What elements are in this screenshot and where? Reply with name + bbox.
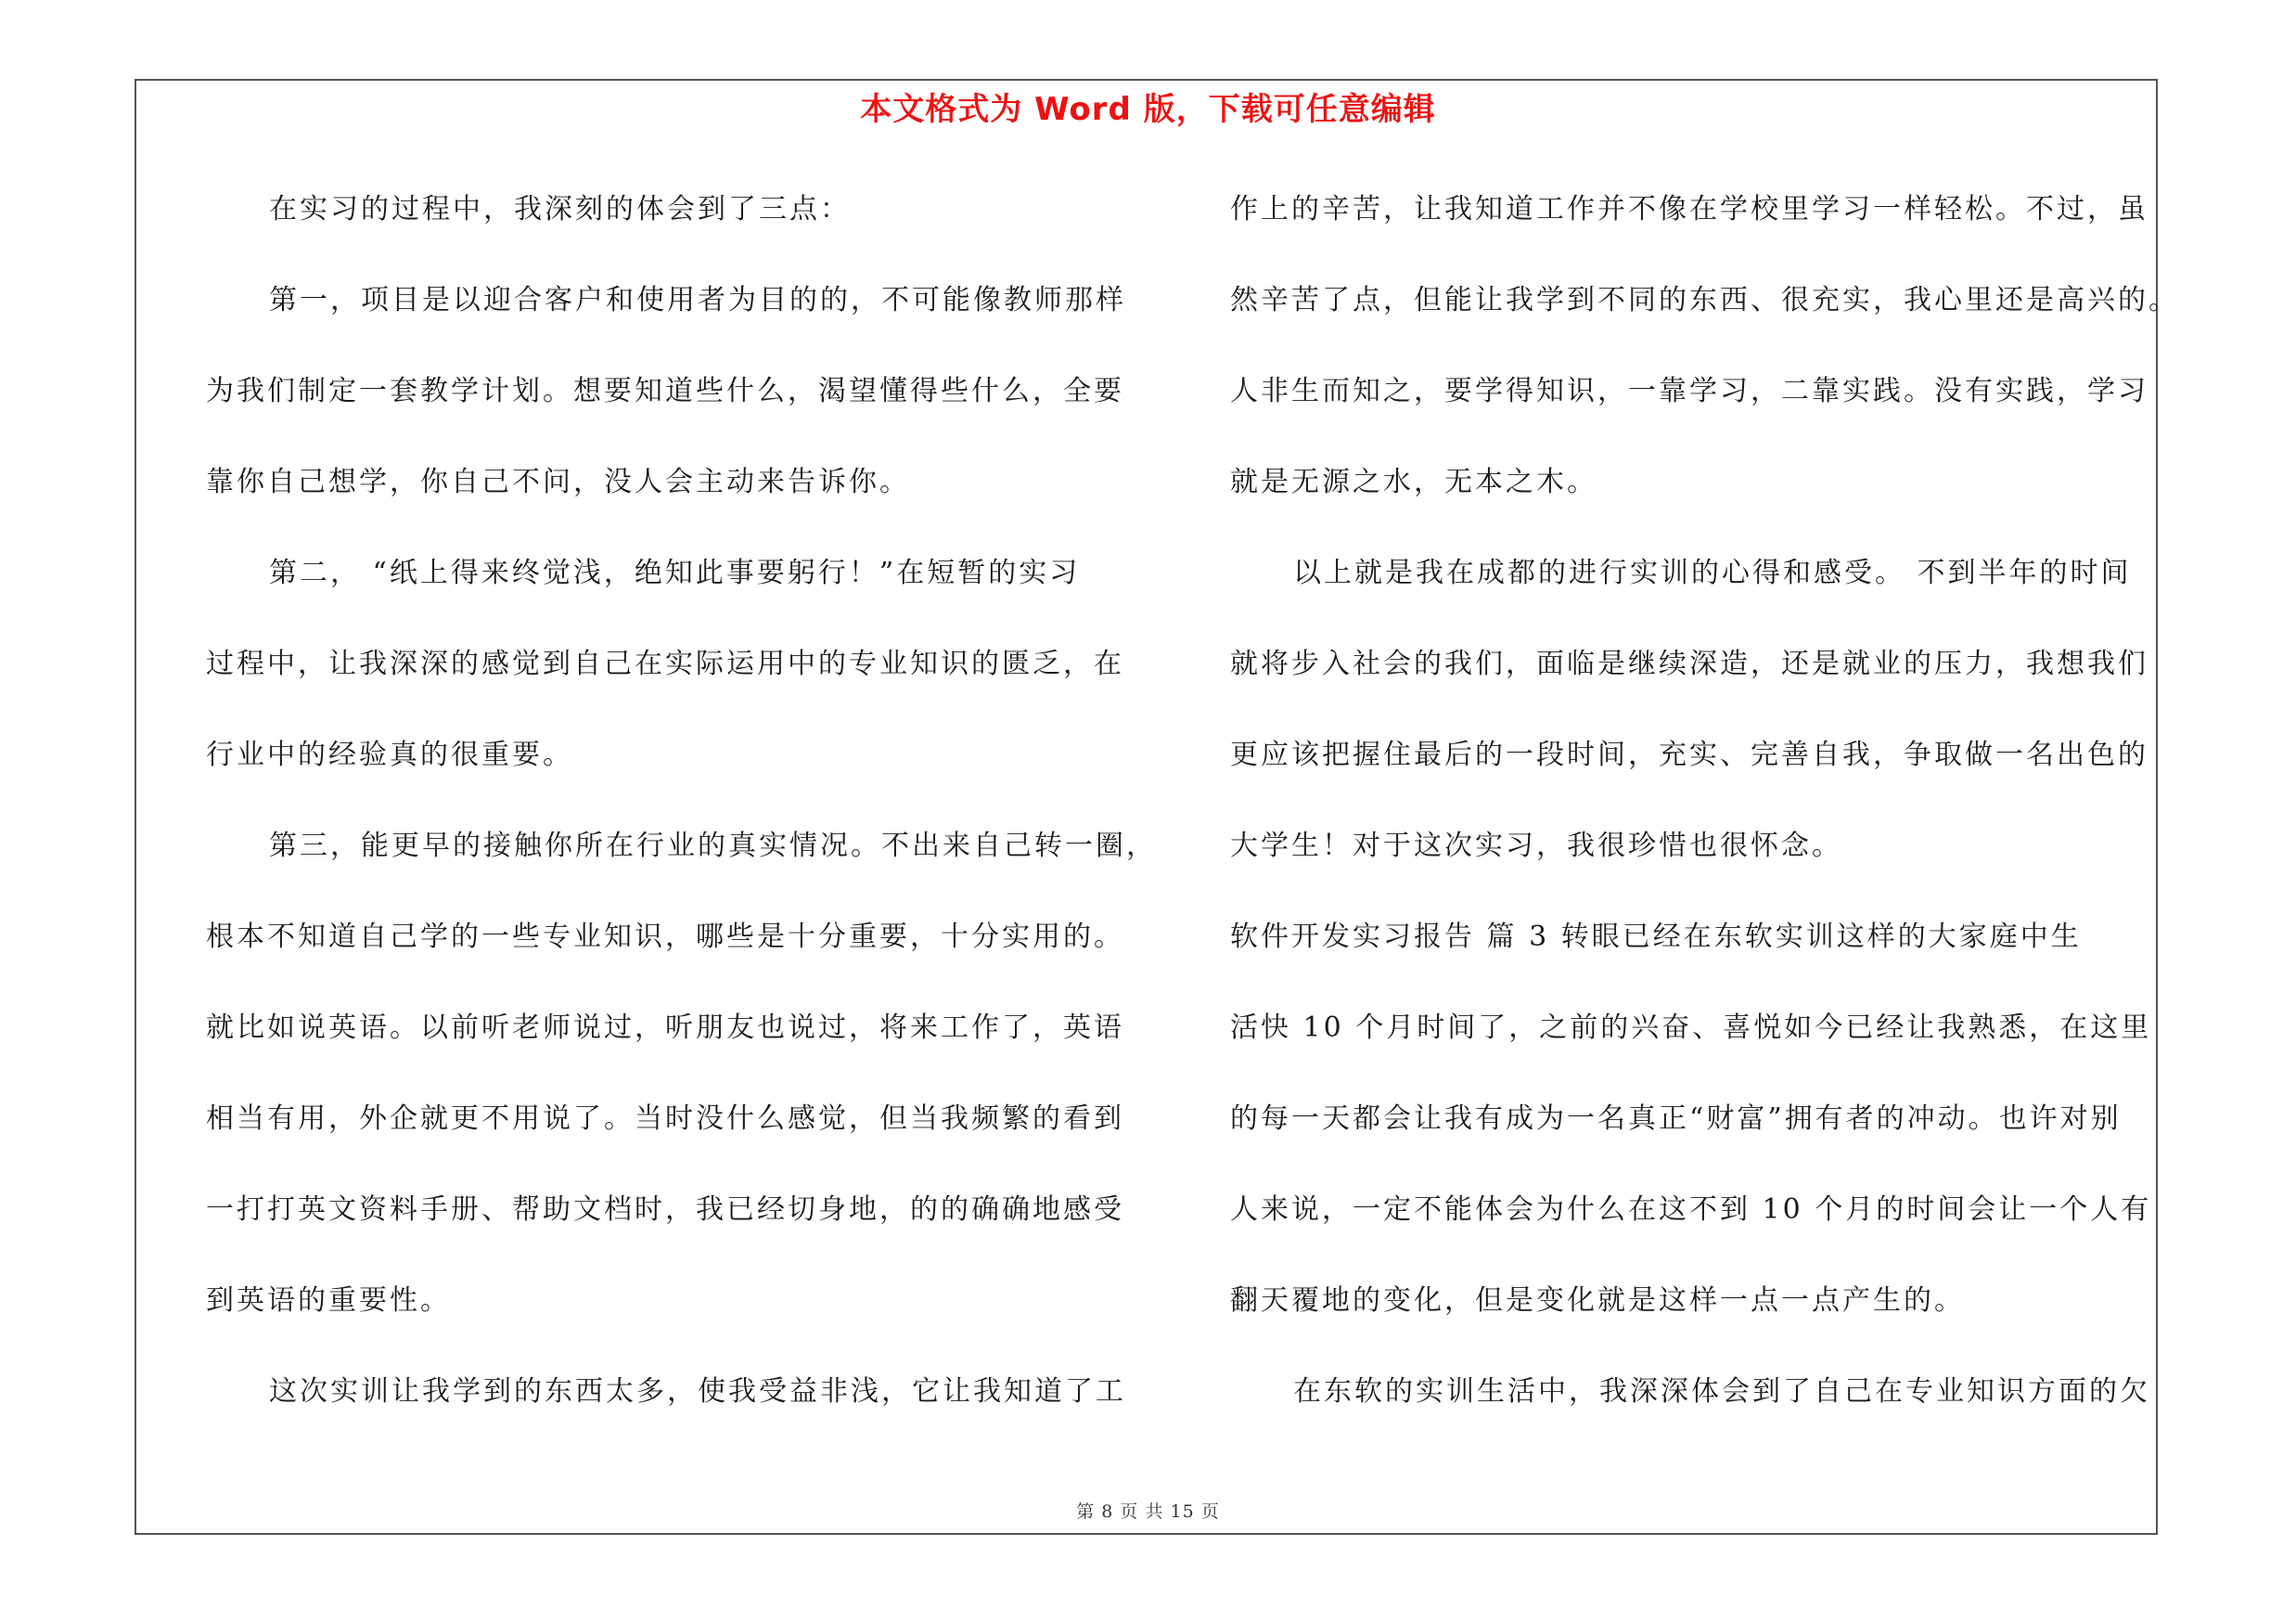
paragraph-line: 根本不知道自己学的一些专业知识，哪些是十分重要，十分实用的。 <box>206 921 1124 953</box>
paragraph-line: 这次实训让我学到的东西太多，使我受益非浅，它让我知道了工 <box>269 1375 1126 1408</box>
right-column <box>1230 186 2179 1459</box>
paragraph-line: 在实习的过程中，我深刻的体会到了三点： <box>269 193 851 225</box>
paragraph-line: 靠你自己想学，你自己不问，没人会主动来告诉你。 <box>206 466 910 498</box>
paragraph-line: 作上的辛苦，让我知道工作并不像在学校里学习一样轻松。不过，虽 <box>1230 193 2148 225</box>
paragraph-line: 第二， “纸上得来终觉浅，绝知此事要躬行！”在短暂的实习 <box>269 557 1081 589</box>
paragraph-line: 然辛苦了点，但能让我学到不同的东西、很充实，我心里还是高兴的。 <box>1230 284 2179 316</box>
paragraph-line: 行业中的经验真的很重要。 <box>206 739 573 771</box>
paragraph-line: 就比如说英语。以前听老师说过，听朋友也说过，将来工作了，英语 <box>206 1011 1124 1044</box>
paragraph-line: 第一，项目是以迎合客户和使用者为目的的，不可能像教师那样 <box>269 284 1126 316</box>
left-column <box>206 186 1157 1459</box>
paragraph-line: 就将步入社会的我们，面临是继续深造，还是就业的压力，我想我们 <box>1230 648 2148 680</box>
paragraph-line: 过程中，让我深深的感觉到自己在实际运用中的专业知识的匮乏，在 <box>206 648 1124 680</box>
header-notice: 本文格式为 Word 版，下载可任意编辑 <box>860 91 1436 128</box>
page-number-footer: 第 8 页 共 15 页 <box>1076 1501 1220 1522</box>
paragraph-line: 到英语的重要性。 <box>206 1284 451 1317</box>
paragraph-line: 第三，能更早的接触你所在行业的真实情况。不出来自己转一圈， <box>269 830 1157 862</box>
paragraph-line: 相当有用，外企就更不用说了。当时没什么感觉，但当我频繁的看到 <box>206 1102 1124 1135</box>
paragraph-line: 为我们制定一套教学计划。想要知道些什么，渴望懂得些什么，全要 <box>206 375 1124 407</box>
paragraph-line: 一打打英文资料手册、帮助文档时，我已经切身地，的的确确地感受 <box>206 1193 1124 1226</box>
paragraph-line: 更应该把握住最后的一段时间，充实、完善自我，争取做一名出色的 <box>1230 739 2148 771</box>
paragraph-line: 就是无源之水，无本之木。 <box>1230 466 1597 498</box>
section-heading-line: 软件开发实习报告 篇 3 转眼已经在东软实训这样的大家庭中生 <box>1230 921 2082 953</box>
paragraph-line: 在东软的实训生活中，我深深体会到了自己在专业知识方面的欠 <box>1293 1375 2150 1408</box>
paragraph-line: 以上就是我在成都的进行实训的心得和感受。 不到半年的时间 <box>1293 557 2132 589</box>
paragraph-line: 的每一天都会让我有成为一名真正“财富”拥有者的冲动。也许对别 <box>1230 1102 2122 1135</box>
paragraph-line: 人非生而知之，要学得知识，一靠学习，二靠实践。没有实践，学习 <box>1230 375 2148 407</box>
paragraph-line: 翻天覆地的变化，但是变化就是这样一点一点产生的。 <box>1230 1284 1965 1317</box>
paragraph-line: 大学生！对于这次实习，我很珍惜也很怀念。 <box>1230 830 1842 862</box>
paragraph-line: 活快 10 个月时间了，之前的兴奋、喜悦如今已经让我熟悉，在这里 <box>1230 1011 2152 1044</box>
paragraph-line: 人来说，一定不能体会为什么在这不到 10 个月的时间会让一个人有 <box>1230 1193 2152 1226</box>
